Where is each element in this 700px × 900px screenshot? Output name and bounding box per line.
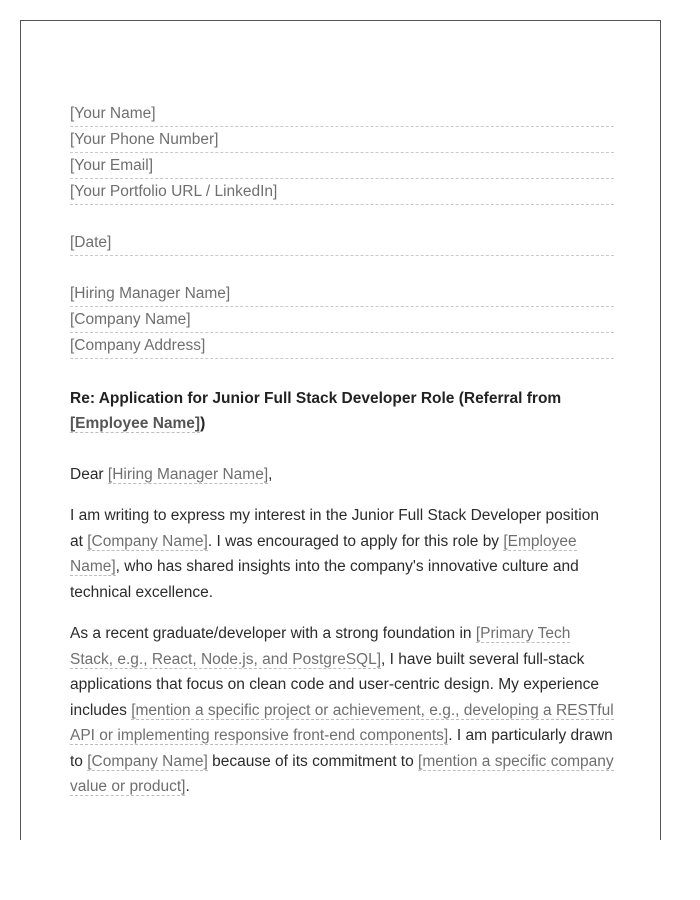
- recipient-manager-field[interactable]: [Hiring Manager Name]: [70, 281, 614, 307]
- date-field[interactable]: [Date]: [70, 230, 614, 256]
- salutation-prefix: Dear: [70, 466, 108, 483]
- p2-value-placeholder[interactable]: [mention a specific company value or product]: [70, 752, 614, 795]
- recipient-address-field[interactable]: [Company Address]: [70, 333, 614, 359]
- p1-text-2: . I was encouraged to apply for this role by: [207, 532, 504, 550]
- p1-company-placeholder[interactable]: [Company Name]: [87, 532, 208, 550]
- subject-prefix: Re: Application for Junior Full Stack Developer Role (Referral from: [70, 390, 562, 407]
- letter-page: [20, 20, 661, 840]
- salutation-manager-placeholder[interactable]: [Hiring Manager Name]: [107, 466, 269, 483]
- p2-stack-placeholder[interactable]: [Primary Tech Stack, e.g., React, Node.js, and PostgreSQL]: [70, 625, 571, 668]
- sender-portfolio-field[interactable]: [Your Portfolio URL / LinkedIn]: [70, 179, 614, 205]
- salutation-suffix: ,: [268, 466, 273, 483]
- sender-phone-field[interactable]: [Your Phone Number]: [70, 127, 614, 153]
- salutation: [70, 462, 614, 487]
- letter-content: [70, 101, 614, 800]
- p1-text-3: , who has shared insights into the company's innovative culture and technical excellence.: [70, 558, 579, 601]
- paragraph-1: [70, 503, 614, 605]
- spacer: [70, 205, 614, 230]
- subject-suffix: ): [200, 415, 206, 432]
- sender-block: [70, 101, 614, 205]
- recipient-block: [70, 281, 614, 359]
- p2-text-4: because of its commitment to: [207, 752, 419, 770]
- p2-text-3: . I am particularly drawn to: [70, 727, 613, 770]
- p2-text-2: , I have built several full-stack applications that focus on clean code and user-centric design. My experience includes: [70, 650, 600, 719]
- spacer: [70, 256, 614, 281]
- p2-text-5: .: [185, 778, 190, 795]
- subject-line: [70, 386, 614, 436]
- p2-project-placeholder[interactable]: [mention a specific project or achievement, e.g., developing a RESTful API or implementing responsive front-end components]: [70, 701, 614, 744]
- recipient-company-field[interactable]: [Company Name]: [70, 307, 614, 333]
- sender-name-field[interactable]: [Your Name]: [70, 101, 614, 127]
- p2-company-placeholder[interactable]: [Company Name]: [87, 752, 208, 770]
- paragraph-2: [70, 621, 614, 800]
- sender-email-field[interactable]: [Your Email]: [70, 153, 614, 179]
- p2-text-1: As a recent graduate/developer with a strong foundation in: [70, 625, 476, 642]
- p1-employee-placeholder[interactable]: [Employee Name]: [70, 532, 577, 575]
- subject-employee-placeholder[interactable]: [Employee Name]: [70, 415, 201, 432]
- p1-text-1: I am writing to express my interest in the Junior Full Stack Developer position at: [70, 507, 599, 550]
